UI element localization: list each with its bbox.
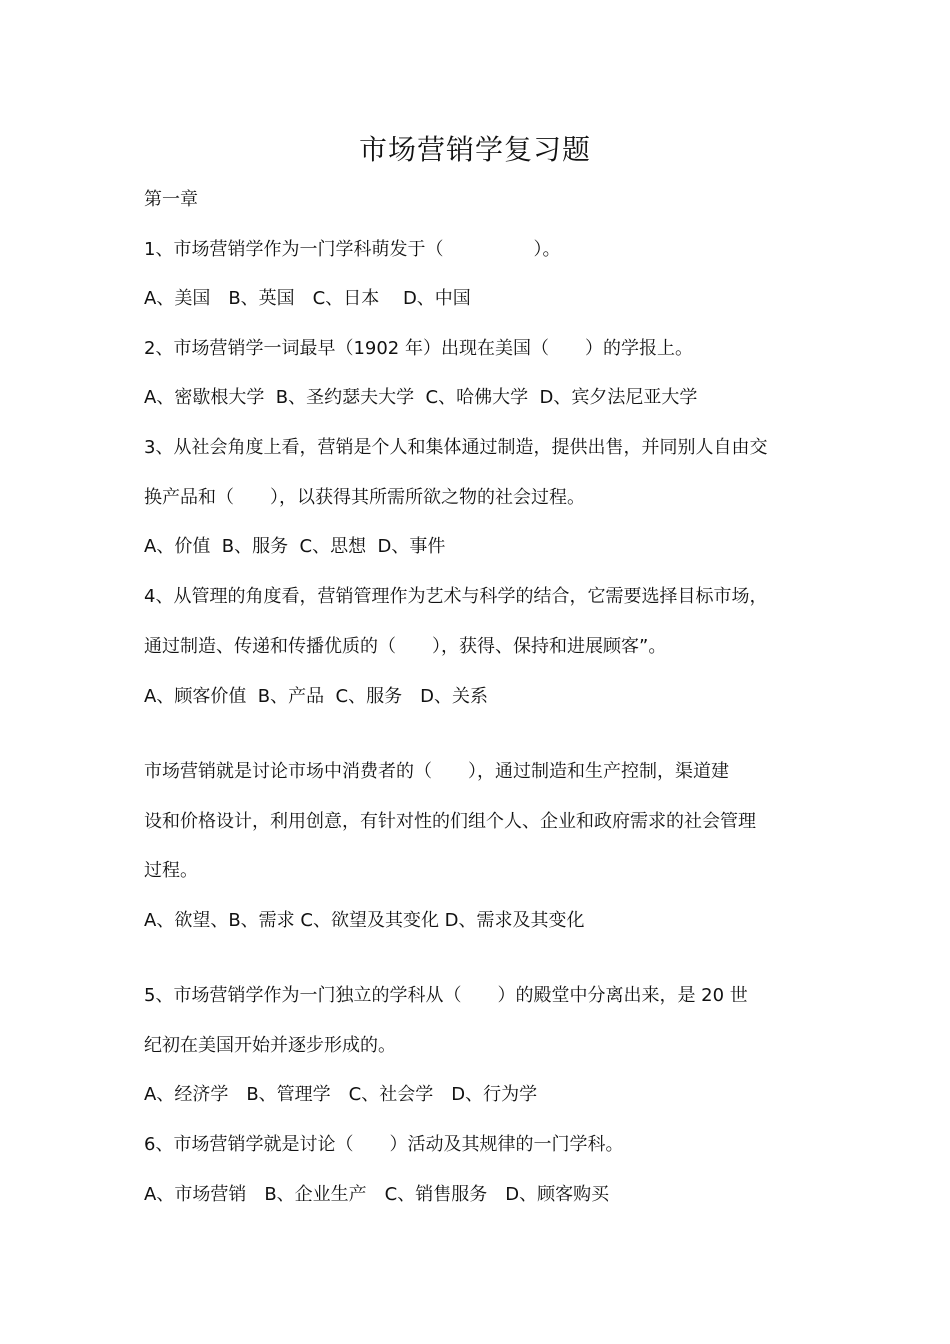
question-5-line-1: 5、市场营销学作为一门独立的学科从（ ）的殿堂中分离出来，是 20 世 [144, 985, 748, 1006]
question-unnumbered-options: A、欲望、B、需求 C、欲望及其变化 D、需求及其变化 [144, 910, 585, 931]
question-unnumbered-line-2: 设和价格设计，利用创意，有针对性的们组个人、企业和政府需求的社会管理 [144, 811, 756, 832]
question-4-line-1: 4、从管理的角度看，营销管理作为艺术与科学的结合，它需要选择目标市场， [144, 586, 768, 607]
question-3-line-2: 换产品和（ ），以获得其所需所欲之物的社会过程。 [144, 487, 585, 508]
question-6: 6、市场营销学就是讨论（ ）活动及其规律的一门学科。 [144, 1134, 624, 1155]
question-3-line-1: 3、从社会角度上看，营销是个人和集体通过制造，提供出售，并同别人自由交 [144, 437, 768, 458]
question-unnumbered-line-1: 市场营销就是讨论市场中消费者的（ ），通过制造和生产控制，渠道建 [144, 761, 729, 782]
question-1-options: A、美国 B、英国 C、日本 D、中国 [144, 288, 471, 309]
question-4-line-2: 通过制造、传递和传播优质的（ ），获得、保持和进展顾客”。 [144, 636, 667, 657]
question-5-line-2: 纪初在美国开始并逐步形成的。 [144, 1035, 396, 1056]
question-2: 2、市场营销学一词最早（1902 年）出现在美国（ ）的学报上。 [144, 338, 693, 359]
question-5-options: A、经济学 B、管理学 C、社会学 D、行为学 [144, 1084, 538, 1105]
question-unnumbered-line-3: 过程。 [144, 860, 198, 881]
question-1: 1、市场营销学作为一门学科萌发于（ ）。 [144, 239, 561, 260]
document-title: 市场营销学复习题 [358, 133, 591, 166]
chapter-heading: 第一章 [144, 189, 198, 210]
question-4-options: A、顾客价值 B、产品 C、服务 D、关系 [144, 686, 488, 707]
question-6-options: A、市场营销 B、企业生产 C、销售服务 D、顾客购买 [144, 1184, 610, 1205]
question-3-options: A、价值 B、服务 C、思想 D、事件 [144, 536, 446, 557]
question-2-options: A、密歇根大学 B、圣约瑟夫大学 C、哈佛大学 D、宾夕法尼亚大学 [144, 387, 698, 408]
